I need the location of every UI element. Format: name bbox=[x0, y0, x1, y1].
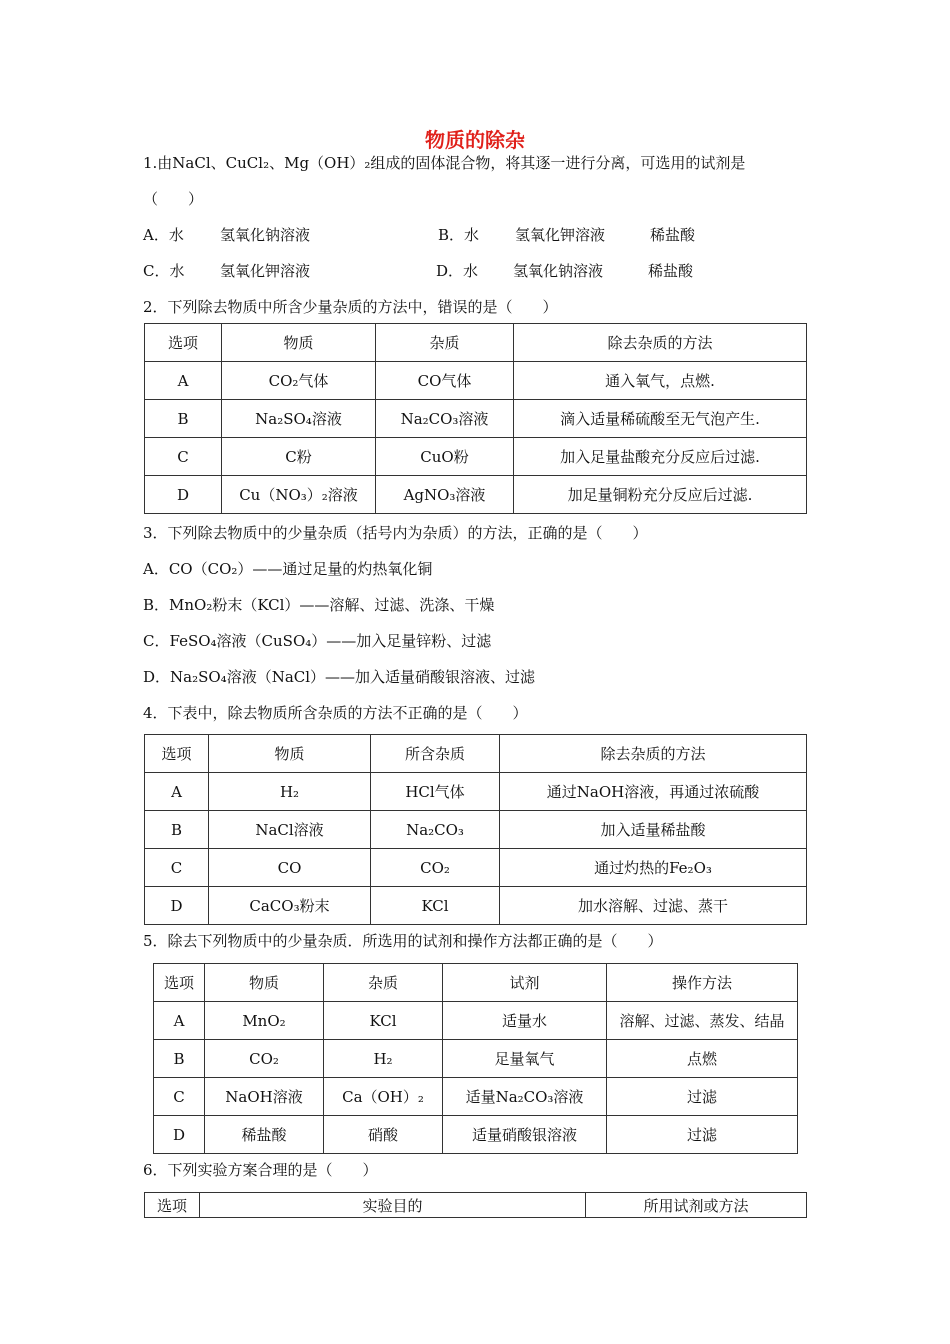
table-cell: Na₂CO₃ bbox=[371, 811, 500, 849]
table-cell: CO₂ bbox=[371, 849, 500, 887]
table-cell: CO bbox=[209, 849, 371, 887]
q4-stem: 4．下表中，除去物质所含杂质的方法不正确的是（ ） bbox=[143, 704, 528, 722]
table-header-row bbox=[145, 1193, 807, 1218]
table-cell: CO₂ bbox=[205, 1040, 324, 1078]
header-cell: 物质 bbox=[209, 735, 371, 773]
table-header-row bbox=[154, 964, 798, 1002]
table-cell: KCl bbox=[324, 1002, 443, 1040]
header-cell: 除去杂质的方法 bbox=[514, 324, 807, 362]
q5-table bbox=[153, 963, 798, 1154]
q5-stem: 5．除去下列物质中的少量杂质．所选用的试剂和操作方法都正确的是（ ） bbox=[143, 932, 663, 950]
table-row bbox=[145, 849, 807, 887]
table-cell: 点燃 bbox=[607, 1040, 798, 1078]
q1-stem: 1.由NaCl、CuCl₂、Mg（OH）₂组成的固体混合物，将其逐一进行分离，可选用的试剂是 bbox=[143, 154, 746, 172]
q3-option-c: C．FeSO₄溶液（CuSO₄）——加入足量锌粉、过滤 bbox=[143, 632, 492, 650]
table-row bbox=[154, 1078, 798, 1116]
header-cell: 选项 bbox=[145, 1193, 200, 1218]
table-cell: Na₂SO₄溶液 bbox=[222, 400, 376, 438]
header-cell: 试剂 bbox=[443, 964, 607, 1002]
q2-table bbox=[144, 323, 807, 514]
table-cell: 滴入适量稀硫酸至无气泡产生. bbox=[514, 400, 807, 438]
table-header-row bbox=[145, 324, 807, 362]
table-header-row bbox=[145, 735, 807, 773]
table-cell: CaCO₃粉末 bbox=[209, 887, 371, 925]
table-cell: KCl bbox=[371, 887, 500, 925]
table-cell: H₂ bbox=[324, 1040, 443, 1078]
q4-table bbox=[144, 734, 807, 925]
table-cell: 通过NaOH溶液，再通过浓硫酸 bbox=[500, 773, 807, 811]
table-row bbox=[154, 1040, 798, 1078]
table-row bbox=[154, 1002, 798, 1040]
header-cell: 选项 bbox=[145, 735, 209, 773]
page-title: 物质的除杂 bbox=[425, 128, 525, 152]
header-cell: 所用试剂或方法 bbox=[586, 1193, 807, 1218]
table-cell: A bbox=[154, 1002, 205, 1040]
table-cell: 适量水 bbox=[443, 1002, 607, 1040]
header-cell: 物质 bbox=[222, 324, 376, 362]
header-cell: 杂质 bbox=[376, 324, 514, 362]
q2-stem: 2．下列除去物质中所含少量杂质的方法中，错误的是（ ） bbox=[143, 298, 558, 316]
table-row bbox=[145, 887, 807, 925]
q1-option-c-reagent: 氢氧化钾溶液 bbox=[220, 262, 311, 280]
table-cell: 加水溶解、过滤、蒸干 bbox=[500, 887, 807, 925]
table-cell: CO₂气体 bbox=[222, 362, 376, 400]
q1-option-b-reagent-1: 氢氧化钾溶液 bbox=[515, 226, 606, 244]
table-cell: AgNO₃溶液 bbox=[376, 476, 514, 514]
q1-option-d-reagent-1: 氢氧化钠溶液 bbox=[513, 262, 604, 280]
table-cell: NaCl溶液 bbox=[209, 811, 371, 849]
table-cell: HCl气体 bbox=[371, 773, 500, 811]
q3-stem: 3．下列除去物质中的少量杂质（括号内为杂质）的方法，正确的是（ ） bbox=[143, 524, 648, 542]
table-row bbox=[145, 476, 807, 514]
table-cell: 通入氧气，点燃. bbox=[514, 362, 807, 400]
q1-option-d-reagent-2: 稀盐酸 bbox=[648, 262, 694, 280]
table-cell: 通过灼热的Fe₂O₃ bbox=[500, 849, 807, 887]
table-cell: Na₂CO₃溶液 bbox=[376, 400, 514, 438]
table-cell: 过滤 bbox=[607, 1078, 798, 1116]
table-cell: 加入足量盐酸充分反应后过滤. bbox=[514, 438, 807, 476]
header-cell: 选项 bbox=[154, 964, 205, 1002]
table-cell: 过滤 bbox=[607, 1116, 798, 1154]
table-cell: A bbox=[145, 773, 209, 811]
table-cell: C bbox=[145, 438, 222, 476]
q3-option-d: D．Na₂SO₄溶液（NaCl）——加入适量硝酸银溶液、过滤 bbox=[143, 668, 536, 686]
table-cell: D bbox=[145, 476, 222, 514]
table-cell: D bbox=[145, 887, 209, 925]
table-cell: A bbox=[145, 362, 222, 400]
header-cell: 杂质 bbox=[324, 964, 443, 1002]
table-row bbox=[145, 811, 807, 849]
q6-stem: 6．下列实验方案合理的是（ ） bbox=[143, 1161, 378, 1179]
table-cell: Cu（NO₃）₂溶液 bbox=[222, 476, 376, 514]
table-cell: NaOH溶液 bbox=[205, 1078, 324, 1116]
q1-option-a: A．水 bbox=[143, 226, 184, 244]
table-cell: D bbox=[154, 1116, 205, 1154]
table-cell: 适量Na₂CO₃溶液 bbox=[443, 1078, 607, 1116]
q1-option-d: D．水 bbox=[436, 262, 479, 280]
table-cell: MnO₂ bbox=[205, 1002, 324, 1040]
table-row bbox=[145, 773, 807, 811]
q1-option-c: C．水 bbox=[143, 262, 185, 280]
table-cell: B bbox=[145, 400, 222, 438]
table-cell: 硝酸 bbox=[324, 1116, 443, 1154]
table-row bbox=[145, 400, 807, 438]
table-cell: B bbox=[145, 811, 209, 849]
table-cell: 适量硝酸银溶液 bbox=[443, 1116, 607, 1154]
header-cell: 操作方法 bbox=[607, 964, 798, 1002]
q1-option-a-reagent: 氢氧化钠溶液 bbox=[220, 226, 311, 244]
q3-option-b: B．MnO₂粉末（KCl）——溶解、过滤、洗涤、干燥 bbox=[143, 596, 495, 614]
table-cell: B bbox=[154, 1040, 205, 1078]
header-cell: 除去杂质的方法 bbox=[500, 735, 807, 773]
table-cell: Ca（OH）₂ bbox=[324, 1078, 443, 1116]
table-cell: C bbox=[154, 1078, 205, 1116]
table-cell: H₂ bbox=[209, 773, 371, 811]
table-cell: 稀盐酸 bbox=[205, 1116, 324, 1154]
table-row bbox=[154, 1116, 798, 1154]
q1-option-b: B．水 bbox=[438, 226, 480, 244]
header-cell: 选项 bbox=[145, 324, 222, 362]
table-cell: C粉 bbox=[222, 438, 376, 476]
header-cell: 所含杂质 bbox=[371, 735, 500, 773]
table-cell: CuO粉 bbox=[376, 438, 514, 476]
table-cell: C bbox=[145, 849, 209, 887]
q1-option-b-reagent-2: 稀盐酸 bbox=[650, 226, 696, 244]
q1-blank: （ ） bbox=[143, 190, 204, 208]
table-cell: 足量氧气 bbox=[443, 1040, 607, 1078]
q6-table bbox=[144, 1192, 807, 1218]
table-cell: 加足量铜粉充分反应后过滤. bbox=[514, 476, 807, 514]
header-cell: 实验目的 bbox=[200, 1193, 586, 1218]
table-cell: 加入适量稀盐酸 bbox=[500, 811, 807, 849]
table-cell: CO气体 bbox=[376, 362, 514, 400]
q3-option-a: A．CO（CO₂）——通过足量的灼热氧化铜 bbox=[143, 560, 433, 578]
table-row bbox=[145, 362, 807, 400]
header-cell: 物质 bbox=[205, 964, 324, 1002]
table-cell: 溶解、过滤、蒸发、结晶 bbox=[607, 1002, 798, 1040]
table-row bbox=[145, 438, 807, 476]
